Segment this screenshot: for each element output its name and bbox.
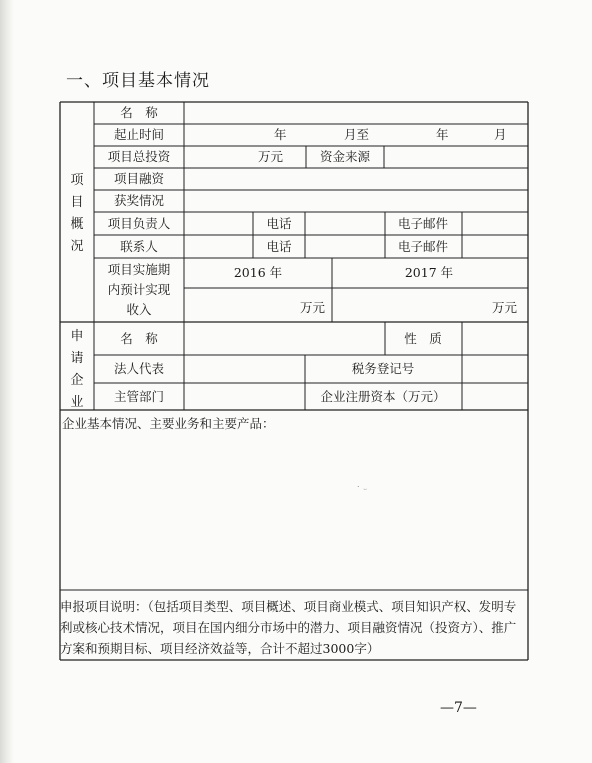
- year-2017: 2017 年: [404, 265, 454, 280]
- funding-source-label: 资金来源: [319, 149, 371, 164]
- capital-label: 企业注册资本（万元）: [320, 389, 446, 404]
- investment-label: 项目总投资: [107, 149, 171, 164]
- contact-email-label: 电子邮件: [397, 239, 449, 254]
- revenue-label-line-3: 收入: [126, 302, 152, 317]
- contact-phone-label: 电话: [266, 239, 292, 254]
- period-month-1: 月至: [344, 127, 370, 142]
- period-year-2: 年: [436, 127, 449, 142]
- period-month-2: 月: [494, 127, 507, 142]
- project-group-label: 项目概况: [70, 173, 84, 254]
- tax-reg-label: 税务登记号: [351, 361, 415, 376]
- investment-unit: 万元: [258, 149, 284, 164]
- company-nature-label: 性 质: [404, 331, 442, 346]
- leader-label: 项目负责人: [107, 216, 171, 231]
- period-label: 起止时间: [113, 127, 165, 142]
- authority-label: 主管部门: [113, 389, 165, 404]
- year-2016: 2016 年: [233, 265, 283, 280]
- legal-rep-label: 法人代表: [113, 361, 165, 376]
- company-info-label: 企业基本情况、主要业务和主要产品：: [62, 416, 275, 431]
- leader-phone-label: 电话: [266, 216, 292, 231]
- scan-speck: ˙ ᵕ: [356, 486, 367, 496]
- revenue-label-line-1: 项目实施期: [107, 262, 171, 277]
- financing-label: 项目融资: [113, 171, 165, 186]
- unit-2017: 万元: [492, 300, 518, 315]
- contact-label: 联系人: [120, 239, 158, 254]
- project-name-label: 名 称: [120, 105, 158, 120]
- company-group-label: 申请企业: [70, 329, 84, 410]
- revenue-label-line-2: 内预计实现: [107, 282, 171, 297]
- section-title: 一、项目基本情况: [66, 71, 210, 91]
- leader-email-label: 电子邮件: [397, 216, 449, 231]
- awards-label: 获奖情况: [113, 193, 165, 208]
- unit-2016: 万元: [300, 300, 326, 315]
- period-year-1: 年: [274, 127, 287, 142]
- declaration-text: 申报项目说明：（包括项目类型、项目概述、项目商业模式、项目知识产权、发明专利或核心技术情况，项目在国内细分市场中的潜力、项目融资情况（投资方）、推广方案和预期目标、项目经济效益等，合计不超过3000字）: [60, 599, 517, 656]
- company-name-label: 名 称: [120, 331, 158, 346]
- page-number: —7—: [440, 700, 477, 716]
